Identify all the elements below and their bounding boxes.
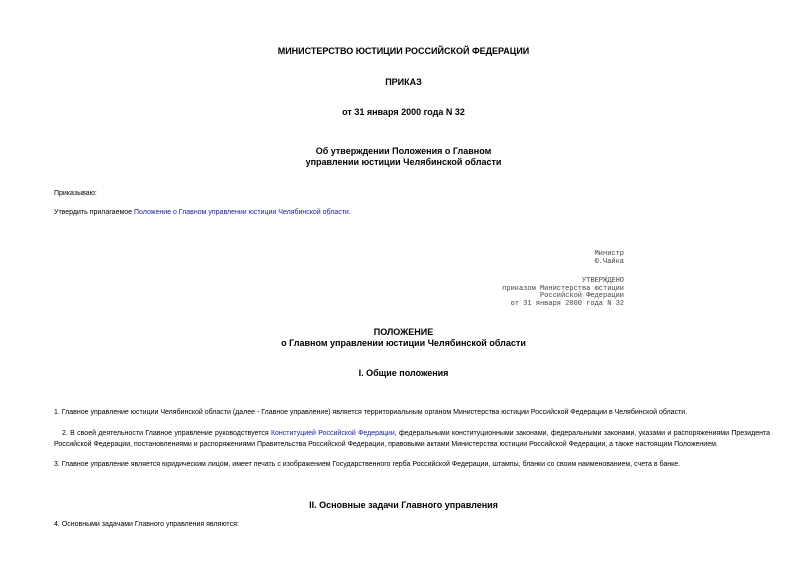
- p2-prefix: 2. В своей деятельности Главное управление руководствуется: [62, 430, 271, 437]
- approval-stamp: [502, 278, 624, 308]
- approve-prefix: Утвердить прилагаемое: [54, 209, 135, 216]
- section1-paragraph3: 3. Главное управление является юридическим лицом, имеет печать с изображением Государственного герба Российской Федерации, штампы, бланки со своим наименованием, счета в банке.: [54, 461, 681, 468]
- p2-suffix: , федеральными конституционными законами, федеральными законами, указами и распоряжениями Президента Российской Федерации, постановлениями и распоряжениями Правительства Российской Федерации, правовыми актами Министерства юстиции Российской Федерации, а также настоящим Положением.: [54, 430, 771, 448]
- document-type: ПРИКАЗ: [385, 77, 422, 87]
- approval-line3: Российской Федерации: [539, 292, 624, 301]
- section2-paragraph4: 4. Основными задачами Главного управления являются:: [54, 521, 239, 528]
- document-title-line2: управлении юстиции Челябинской области: [305, 157, 502, 167]
- section1-heading: I. Общие положения: [358, 368, 449, 378]
- section2-heading: II. Основные задачи Главного управления: [309, 500, 498, 510]
- order-prikazyvayu: Приказываю:: [54, 190, 97, 197]
- signature-block: [595, 251, 624, 266]
- document-title-line1: Об утверждении Положения о Главном: [315, 146, 492, 156]
- approval-line1: УТВЕРЖДЕНО: [581, 277, 624, 285]
- section1-paragraph1: 1. Главное управление юстиции Челябинской области (далее - Главное управление) является территориальным органом Министерства юстиции Российской Федерации в Челябинской области.: [54, 409, 688, 416]
- regulation-title: ПОЛОЖЕНИЕ: [373, 327, 434, 337]
- document-date-number: от 31 января 2000 года N 32: [342, 107, 465, 117]
- approve-suffix: .: [348, 209, 351, 216]
- approval-line4: от 31 января 2000 года N 32: [510, 299, 624, 308]
- order-approve-paragraph: [54, 207, 351, 218]
- ministry-name: МИНИСТЕРСТВО ЮСТИЦИИ РОССИЙСКОЙ ФЕДЕРАЦИИ: [277, 46, 530, 56]
- constitution-link[interactable]: Конституцией Российской Федерации: [270, 430, 395, 437]
- approval-line2: приказом Министерства юстиции: [502, 284, 624, 293]
- signature-position: Министр: [594, 250, 624, 258]
- regulation-subtitle: о Главном управлении юстиции Челябинской области: [281, 338, 526, 348]
- section1-paragraph2: [54, 428, 770, 450]
- regulation-link[interactable]: Положение о Главном управлении юстиции Челябинской области: [134, 209, 349, 216]
- signature-name: Ю.Чайка: [594, 257, 624, 266]
